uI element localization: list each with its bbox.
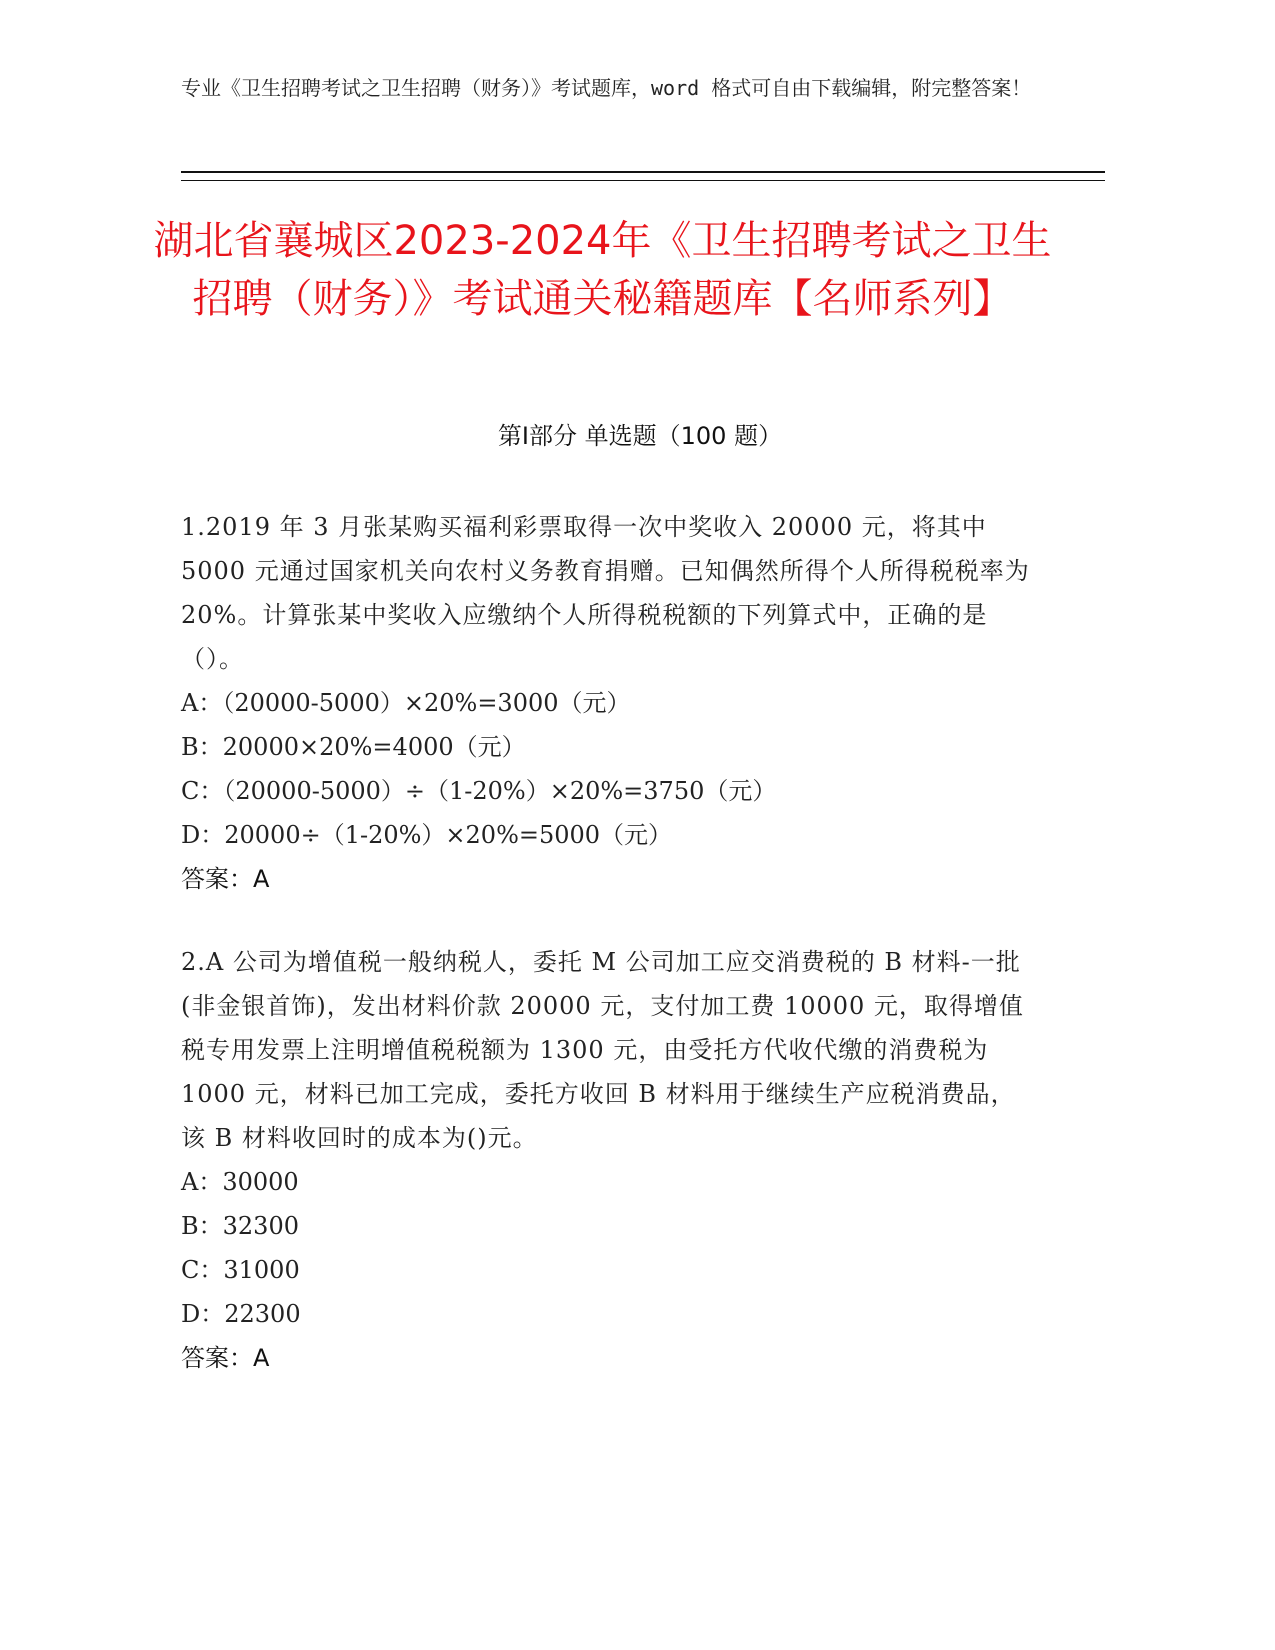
option-d: D：20000÷（1-20%）×20%=5000（元） xyxy=(181,821,673,849)
header-divider-thin xyxy=(181,180,1105,181)
answer-line: 答案：A xyxy=(181,1344,270,1372)
option-d: D：22300 xyxy=(181,1300,301,1328)
option-c: C：31000 xyxy=(181,1256,300,1284)
question-stem: 2.A 公司为增值税一般纳税人，委托 M 公司加工应交消费税的 B 材料-一批(非金银首饰)，发出材料价款 20000 元，支付加工费 10000 元，取得增值税专用发票上注明增值税税额为 1300 元，由受托方代收代缴的消费税为 1000 元，材料已加工完成，委托方收回 B 材料用于继续生产应税消费品，该 B 材料收回时的成本为()元。 xyxy=(181,948,1024,1152)
question-2 xyxy=(181,940,1031,1380)
header-divider-thick xyxy=(181,171,1105,173)
option-a: A：（20000-5000）×20%=3000（元） xyxy=(181,689,631,717)
option-a: A：30000 xyxy=(181,1168,299,1196)
question-1 xyxy=(181,505,1031,901)
question-stem: 1.2019 年 3 月张某购买福利彩票取得一次中奖收入 20000 元，将其中 5000 元通过国家机关向农村义务教育捐赠。已知偶然所得个人所得税税率为 20%。计算张某中奖收入应缴纳个人所得税税额的下列算式中，正确的是（）。 xyxy=(181,513,1030,673)
section-heading: 第Ⅰ部分 单选题（100 题） xyxy=(497,422,783,450)
option-b: B：20000×20%=4000（元） xyxy=(181,733,526,761)
option-c: C：（20000-5000）÷（1-20%）×20%=3750（元） xyxy=(181,777,777,805)
document-title: 湖北省襄城区2023-2024年《卫生招聘考试之卫生招聘（财务）》考试通关秘籍题库【名师系列】 xyxy=(153,218,1052,322)
answer-line: 答案：A xyxy=(181,865,270,893)
option-b: B：32300 xyxy=(181,1212,299,1240)
header-note: 专业《卫生招聘考试之卫生招聘（财务）》考试题库，word 格式可自由下载编辑，附完整答案！ xyxy=(181,76,1032,100)
